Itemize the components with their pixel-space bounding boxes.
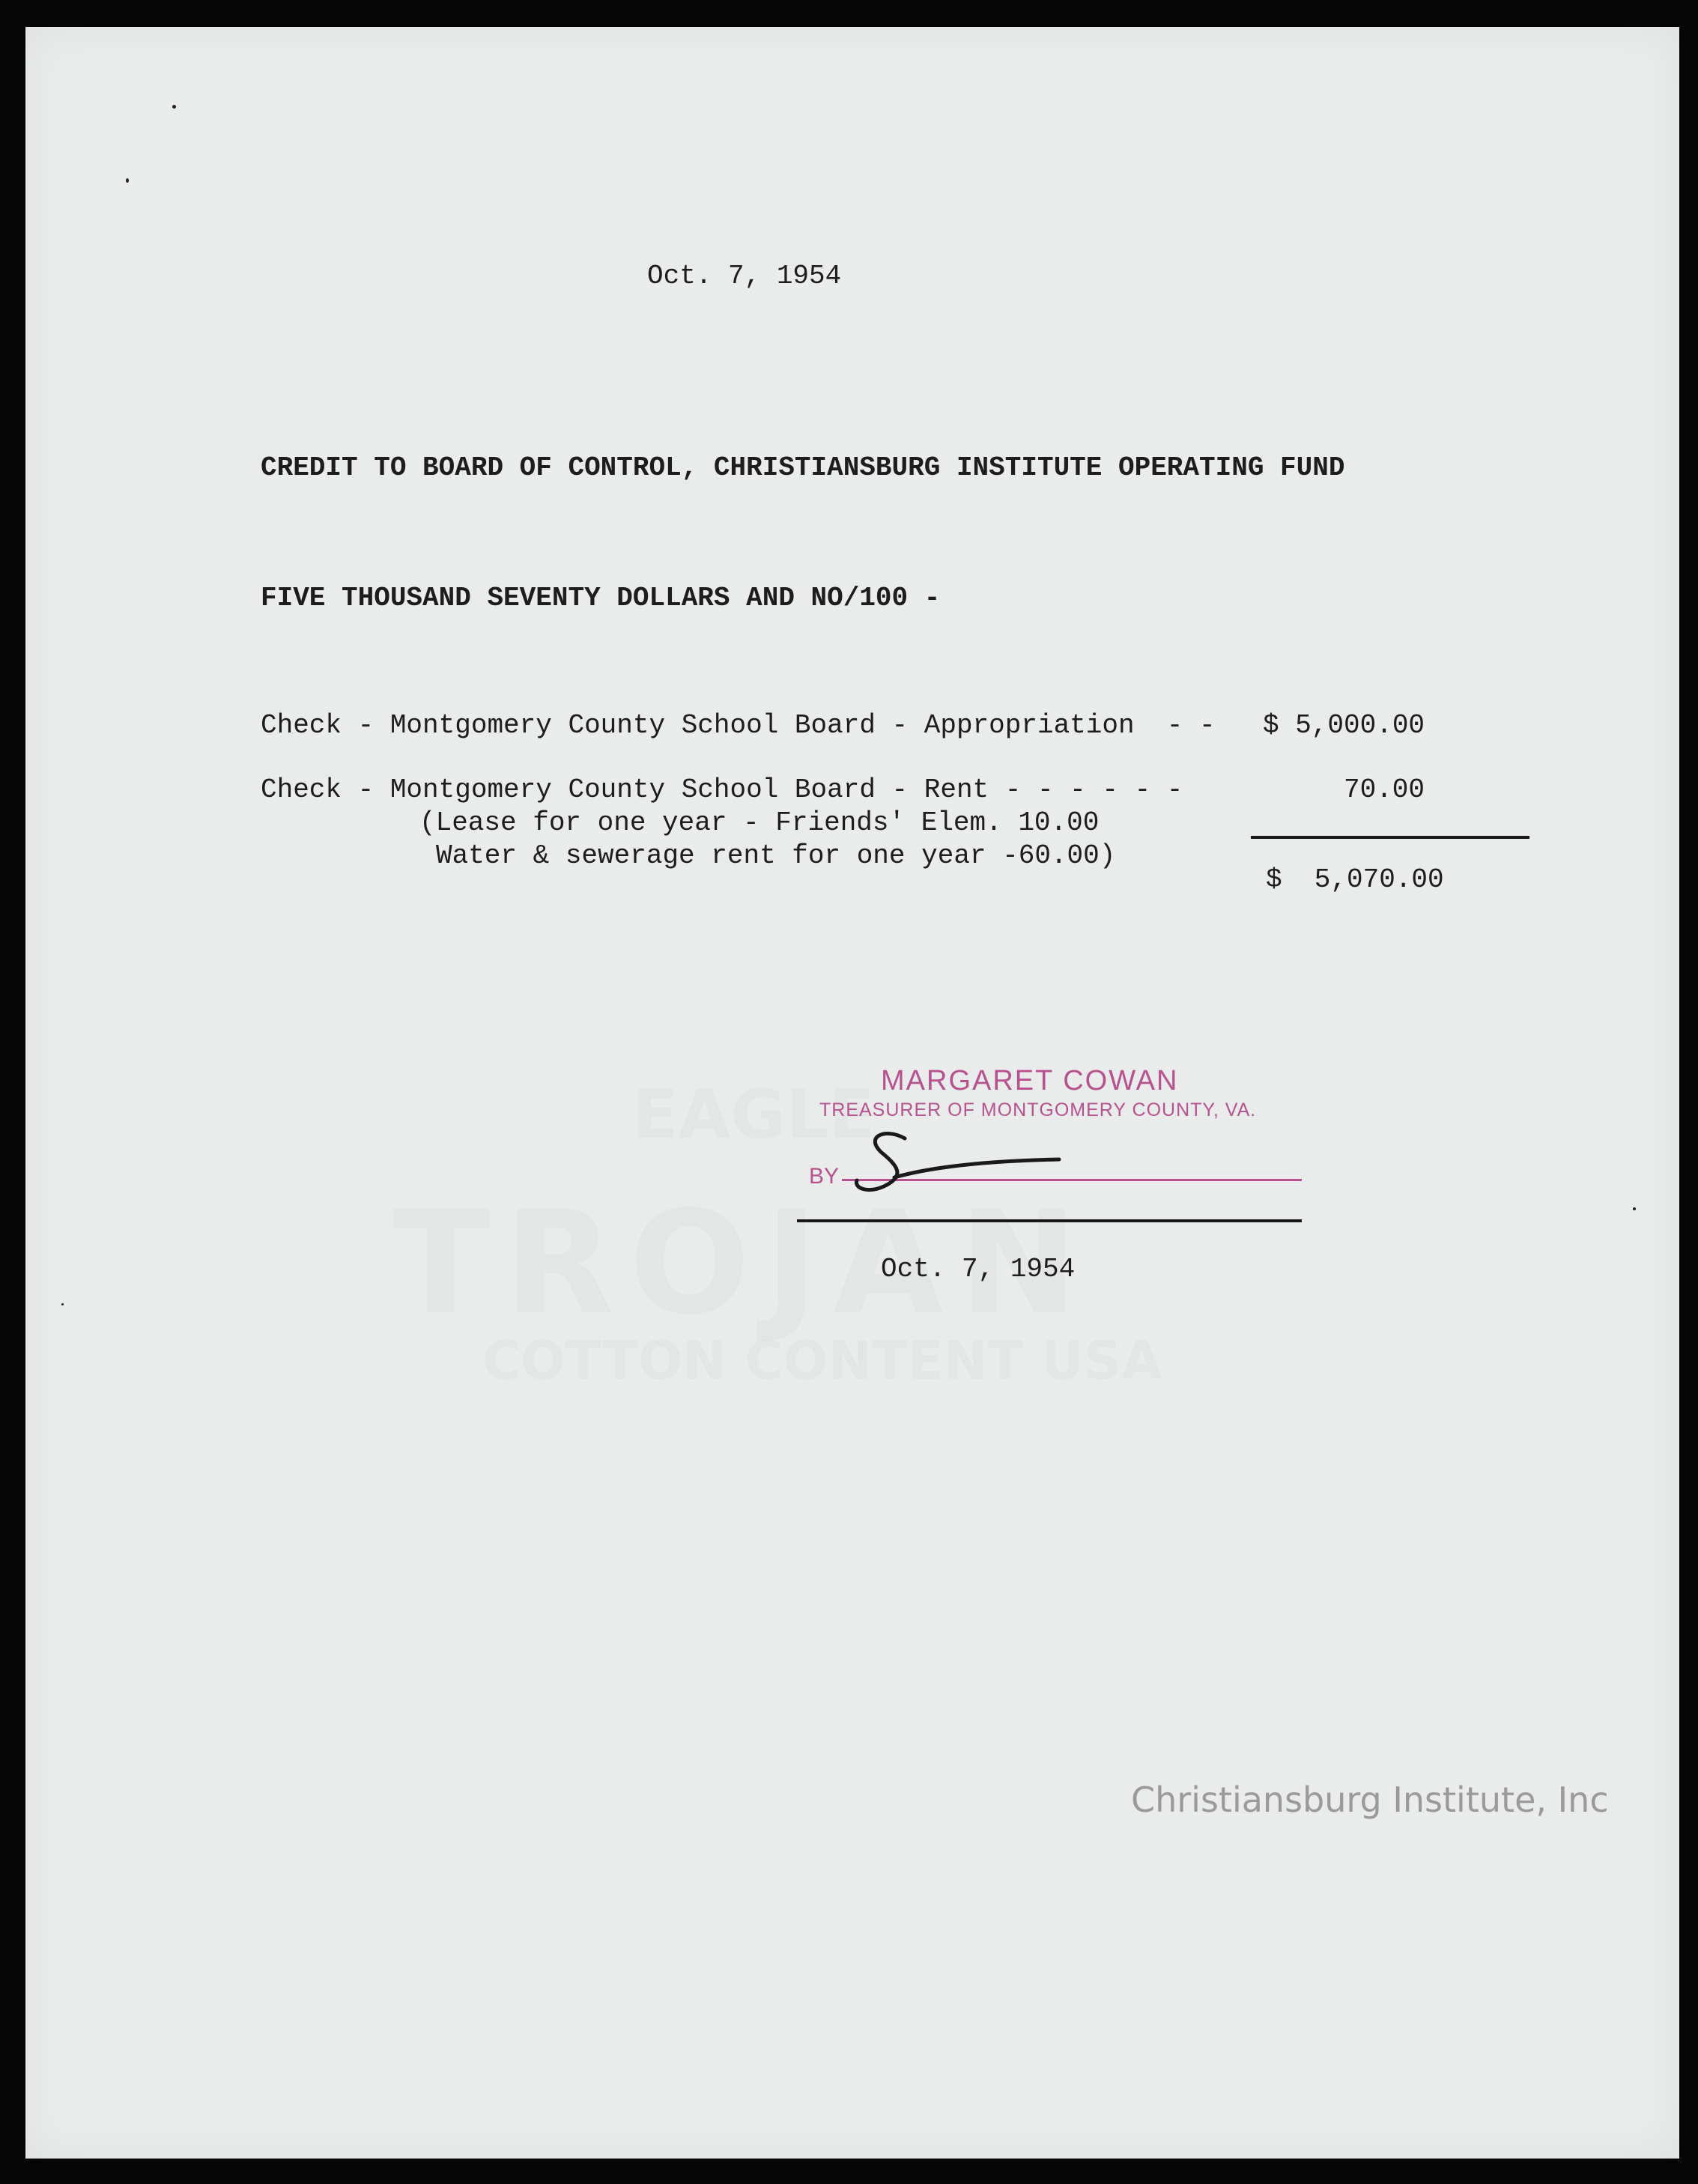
document-page <box>25 27 1679 2159</box>
dust-speck <box>1633 1207 1636 1210</box>
rent-detail-line-1: (Lease for one year - Friends' Elem. 10.00 <box>419 807 1100 838</box>
item-1-description: Check - Montgomery County School Board - Appropriation - - <box>261 710 1216 741</box>
item-2-description: Check - Montgomery County School Board - Rent - - - - - - <box>261 774 1183 805</box>
document-heading: CREDIT TO BOARD OF CONTROL, CHRISTIANSBURG INSTITUTE OPERATING FUND <box>261 452 1345 483</box>
sum-rule <box>1251 836 1529 839</box>
dust-speck <box>126 178 129 183</box>
dust-speck <box>61 1303 64 1305</box>
archive-credit: Christiansburg Institute, Inc <box>1131 1780 1609 1820</box>
date-bottom: Oct. 7, 1954 <box>881 1254 1076 1284</box>
total-amount: $ 5,070.00 <box>1266 864 1444 895</box>
watermark-line-3 <box>482 1330 1162 1392</box>
treasurer-stamp-by: BY <box>809 1164 840 1189</box>
signature-icon <box>834 1113 1074 1210</box>
item-1-amount: $ 5,000.00 <box>1263 710 1425 741</box>
dust-speck <box>172 105 176 109</box>
signature-rule <box>797 1219 1302 1222</box>
treasurer-stamp-title: TREASURER OF MONTGOMERY COUNTY, VA. <box>819 1099 1257 1120</box>
date-top: Oct. 7, 1954 <box>647 261 842 291</box>
rent-detail-line-2: Water & sewerage rent for one year -60.00) <box>436 840 1116 871</box>
item-2-amount: 70.00 <box>1344 774 1425 805</box>
treasurer-stamp-name: MARGARET COWAN <box>881 1065 1179 1096</box>
amount-in-words: FIVE THOUSAND SEVENTY DOLLARS AND NO/100 - <box>261 583 941 613</box>
